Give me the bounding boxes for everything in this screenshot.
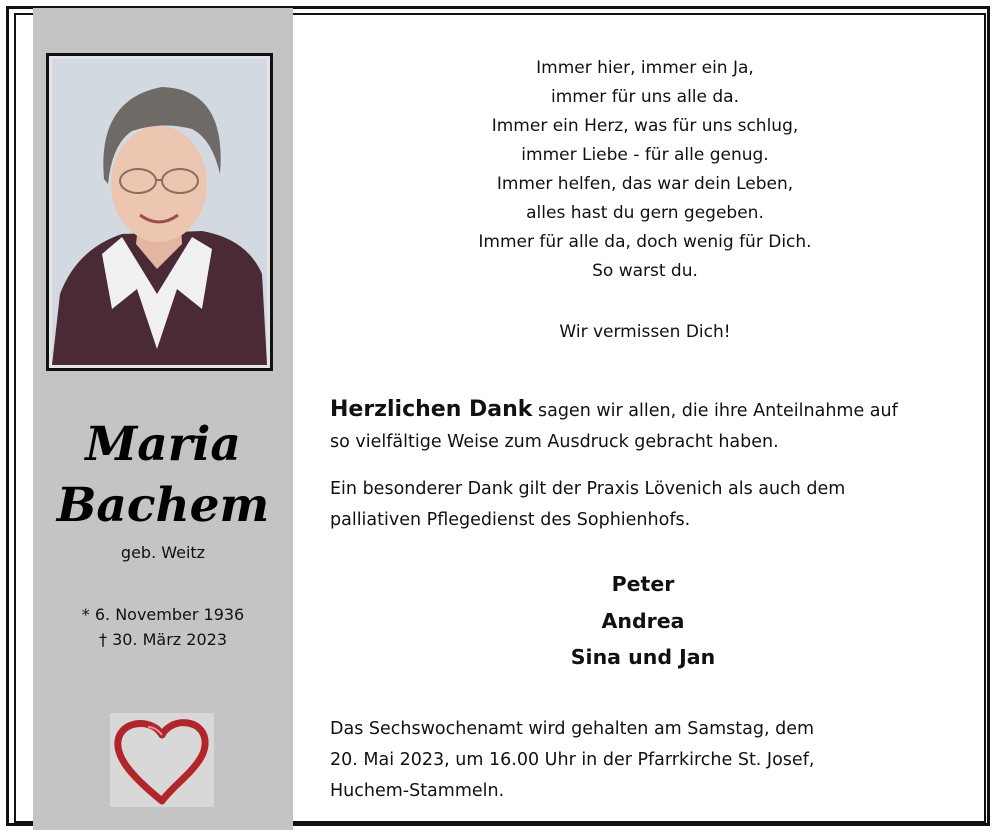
mourner-name: Andrea xyxy=(601,608,685,633)
mourner-name: Peter xyxy=(611,572,675,596)
service-line: Huchem-Stammeln. xyxy=(330,781,505,801)
miss-line: Wir vermissen Dich! xyxy=(559,322,731,342)
thanks-paragraph xyxy=(330,394,960,458)
thanks-line-1 xyxy=(330,394,960,427)
special-thanks-line-1: Ein besonderer Dank gilt der Praxis Lövenich als auch dem xyxy=(330,479,846,499)
poem-line: Immer ein Herz, was für uns schlug, xyxy=(491,116,799,136)
service-notice xyxy=(330,714,960,807)
thanks-line-2: so vielfältige Weise zum Ausdruck gebracht haben. xyxy=(330,432,779,452)
poem-line: So warst du. xyxy=(592,261,698,281)
mourner-name: Sina und Jan xyxy=(570,645,716,669)
special-thanks xyxy=(330,474,960,536)
mourners xyxy=(500,566,786,676)
poem-line: Immer helfen, das war dein Leben, xyxy=(496,174,794,194)
death-date: † 30. März 2023 xyxy=(98,630,227,649)
heart-icon xyxy=(110,713,214,807)
heart-tile xyxy=(110,713,214,807)
poem-line: Immer hier, immer ein Ja, xyxy=(536,58,754,78)
last-name: Bachem xyxy=(56,478,270,533)
service-line: Das Sechswochenamt wird gehalten am Samstag, dem xyxy=(330,719,815,739)
thanks-line-1-rest: sagen wir allen, die ihre Anteilnahme auf xyxy=(532,401,898,421)
poem-line: immer für uns alle da. xyxy=(551,87,739,107)
thanks-lead: Herzlichen Dank xyxy=(330,397,533,422)
poem-line: alles hast du gern gegeben. xyxy=(526,203,764,223)
poem-line: immer Liebe - für alle genug. xyxy=(521,145,769,165)
first-name: Maria xyxy=(85,417,241,472)
service-line: 20. Mai 2023, um 16.00 Uhr in der Pfarrkirche St. Josef, xyxy=(330,750,815,770)
portrait-illustration xyxy=(52,59,267,365)
portrait-photo xyxy=(52,59,267,365)
maiden-name: geb. Weitz xyxy=(120,543,206,562)
birth-date: * 6. November 1936 xyxy=(81,605,245,624)
poem xyxy=(300,54,990,286)
special-thanks-line-2: palliativen Pflegedienst des Sophienhofs. xyxy=(330,510,691,530)
poem-line: Immer für alle da, doch wenig für Dich. xyxy=(478,232,812,252)
